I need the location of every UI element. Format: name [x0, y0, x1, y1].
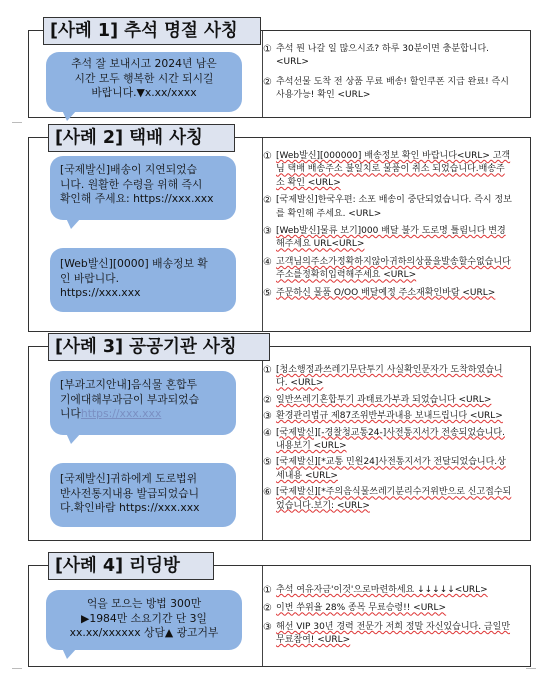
list-item: ③ [Web발신]물류 보기]000 배달 불가 도로명 틀림니다 변경해주세요 URL<URL>	[263, 226, 506, 250]
section-title-case-4: [사례 4] 리딩방	[48, 552, 214, 580]
message-bubble-case-2b: [Web발신][0000] 배송정보 확 인 바랍니다. https://xxx.xxx	[50, 248, 236, 312]
list-item: ① [Web발신][000000] 배송정보 확인 바랍니다<URL> 고객님 택배 배송주소 불일치로 물품이 취소 되었습니다.배송주소 확인 <URL>	[263, 151, 511, 188]
message-bubble-case-1: 추석 잘 보내시고 2024년 남은 시간 모두 행복한 시간 되시길 바랍니다.▼x.xx/xxxx	[46, 52, 242, 112]
list-item: ① 추석 뭔 나갈 일 많으시죠? 하루 30분이면 충분합니다. <URL>	[263, 44, 489, 68]
list-item: ④ 고객님의주소가정확하지않아귀하의상품을발송할수없습니다주소를정확히입력해주세요 <URL>	[263, 256, 511, 281]
list-item: ⑤ [국제발신][*교통 민원24]사전통지서가 전달되었습니다.상세내용 <URL>	[263, 457, 506, 481]
phishing-link[interactable]: https://xxx.xxx	[80, 407, 162, 420]
example-list-case-2	[263, 150, 513, 300]
message-bubble-case-4: 억을 모으는 방법 300만 ▶1984만 소요기간 단 3일 xx.xx/xxxxxx 상담▲ 광고거부	[46, 590, 242, 650]
message-bubble-case-2a: [국제발신]배송이 지연되었습 니다. 원활한 수령을 위해 즉시 확인해 주세요: https://xxx.xxx	[50, 156, 236, 220]
section-title-case-1: [사례 1] 추석 명절 사칭	[43, 17, 261, 45]
list-item: ① 추석 여유자금'이것'으로마련하세요 ↓↓↓↓↓<URL>	[263, 585, 488, 596]
list-item: ② 추석선물 도착 전 상품 무료 배송! 할인쿠폰 지급 완료! 즉시 사용가능! 확인 <URL>	[263, 76, 509, 101]
list-item: ③ 해선 VIP 30년 경력 전문가 저희 정말 자신있습니다. 금일만 무료참여! <URL>	[263, 621, 511, 646]
list-item: ② 일반쓰레기혼합투기 과태료가부과 되었습니다 <URL>	[263, 394, 492, 406]
example-list-case-3	[263, 364, 513, 513]
list-item: ① [청소행정과쓰레기무단투기 사실확인문자가 도착하였습니다. <URL>	[263, 365, 503, 389]
example-list-case-4	[263, 584, 513, 648]
message-bubble-case-3a: [부과고지안내]음식물 혼합투 기에대해부과금이 부과되었습 니다https://xxx.xxx	[50, 371, 236, 435]
list-item: ④ [국제발신][-경찰청교통24-]사전통지서가 전송되었습니다.내용보기 <URL>	[263, 427, 505, 452]
list-item: ② 이번 쑤위율 28% 종목 무료승령!! <URL>	[263, 603, 447, 615]
list-item: ⑥ [국제발신][*주의음식물쓰레기분리수거위반으로 신고접수되었습니다.보기: <URL>	[263, 487, 512, 511]
list-item: ⑤ 주문하신 물품 O/OO 배달예정 주소재확인바람 <URL>	[263, 287, 496, 299]
section-title-case-2: [사례 2] 택배 사칭	[48, 124, 235, 152]
list-item: ③ 환경관리법규 제87조위반부과내용 보내드립니다 <URL>	[263, 411, 503, 423]
message-bubble-case-3b: [국제발신]귀하에게 도로법위 반사전통지내용 발급되었습니 다.확인바람 https://xxx.xxx	[50, 463, 236, 527]
list-item: ② [국제발신]한국우편: 소포 배송이 중단되었습니다. 즉시 정보를 확인해 주세요. <URL>	[263, 195, 512, 219]
example-list-case-1	[263, 43, 513, 103]
section-title-case-3: [사례 3] 공공기관 사칭	[48, 333, 270, 361]
